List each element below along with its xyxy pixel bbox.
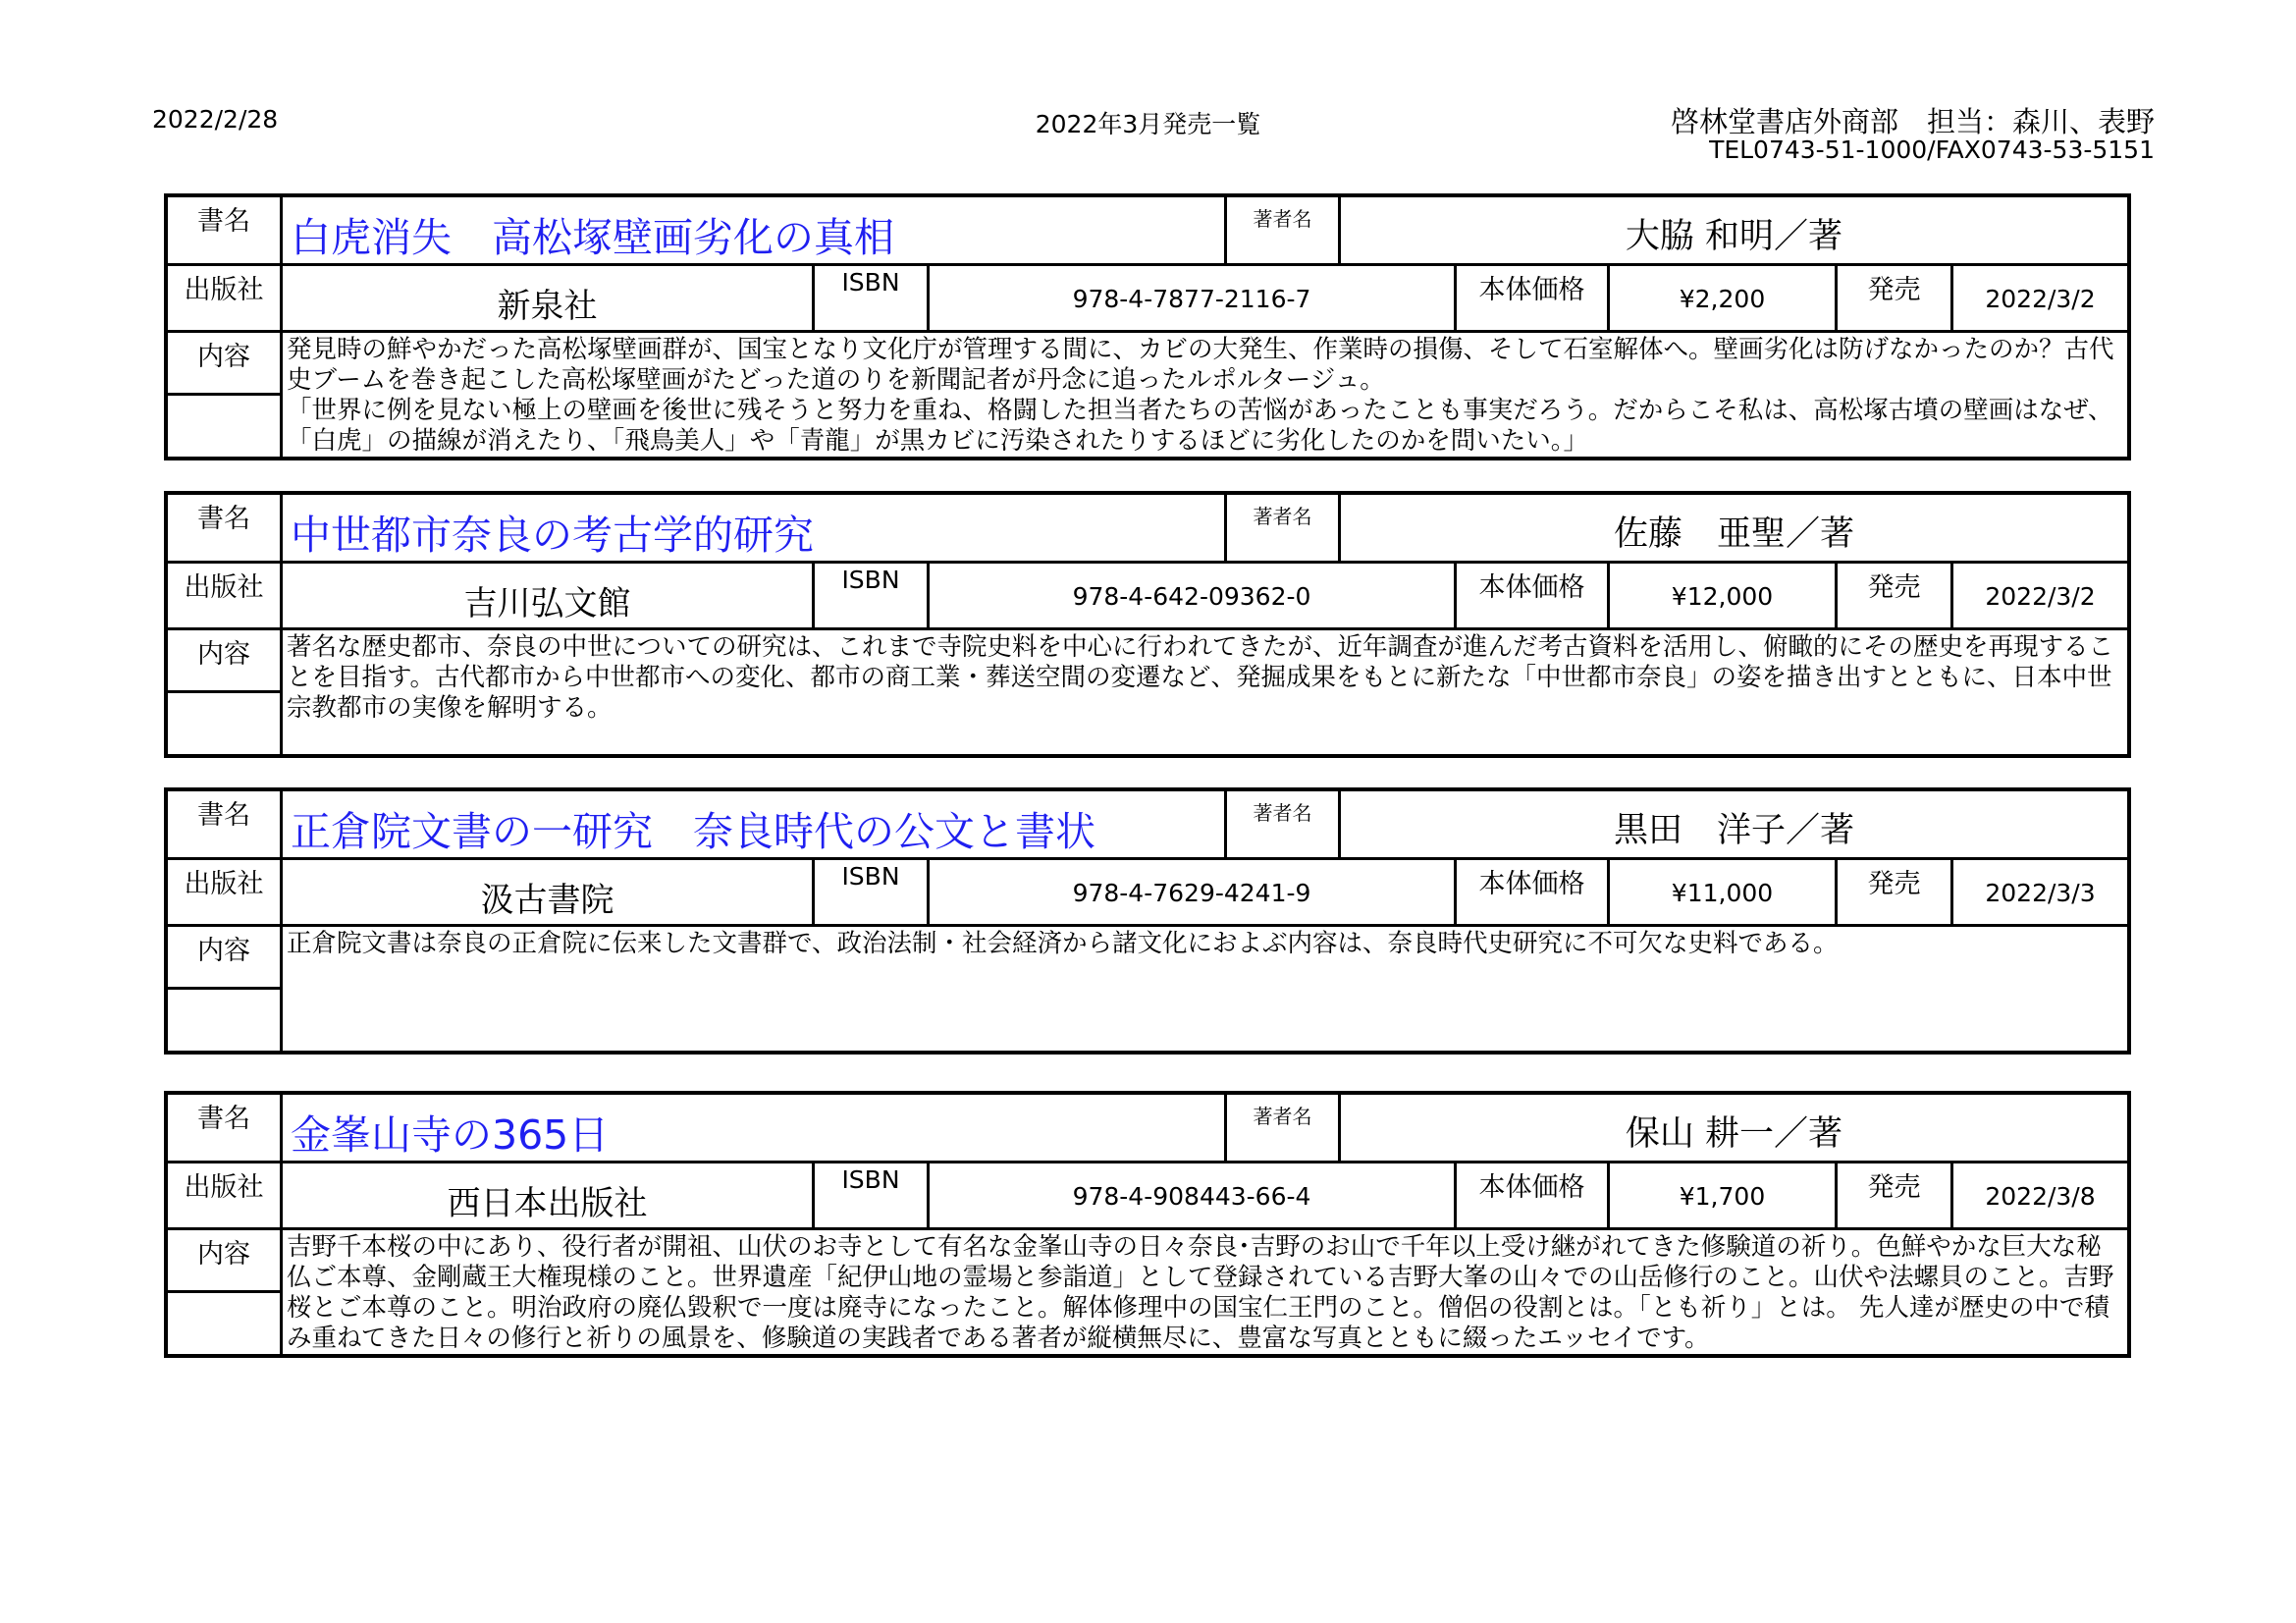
book-description — [283, 333, 2127, 457]
page-title: 2022年3月発売一覧 — [1035, 110, 1261, 138]
book-price: ¥11,000 — [1610, 860, 1838, 924]
book-description — [283, 927, 2127, 1051]
author-label: 著者名 — [1227, 197, 1341, 263]
price-label: 本体価格 — [1457, 564, 1610, 627]
book-release-date: 2022/3/8 — [1985, 1182, 2096, 1211]
book-release-date: 2022/3/3 — [1985, 879, 2096, 907]
book-release-date: 2022/3/2 — [1985, 285, 2096, 313]
description-paragraph: 発見時の鮮やかだった高松塚壁画群が、国宝となり文化庁が管理する間に、カビの大発生、作業時の損傷、そして石室解体へ。壁画劣化は防げなかったのか？古代史ブームを巻き起こした高松塚壁画がたどった道のりを新聞記者が丹念に追ったルポルタージュ。 — [287, 335, 2114, 395]
publisher-label: 出版社 — [168, 1163, 283, 1227]
price-label: 本体価格 — [1457, 266, 1610, 330]
book-title: 中世都市奈良の考古学的研究 — [283, 495, 1227, 561]
content-label: 内容 — [168, 333, 280, 396]
description-paragraph: 吉野千本桜の中にあり、役行者が開祖、山伏のお寺として有名な金峯山寺の日々奈良･吉野のお山で千年以上受け継がれてきた修験道の祈り。色鮮やかな巨大な秘仏ご本尊、金剛蔵王大権現様のこと。世界遺産「紀伊山地の霊場と参詣道」として登録されている吉野大峯の山々での山岳修行のこと。山伏や法螺貝のこと。吉野桜とご本尊のこと。明治政府の廃仏毀釈で一度は廃寺になったこと。解体修理中の国宝仁王門のこと。僧侶の役割とは。「とも祈り」とは。 先人達が歴史の中で積み重ねてきた日々の修行と祈りの風景を、修験道の実践者である著者が縦横無尽に、豊富な写真とともに綴ったエッセイです。 — [287, 1232, 2114, 1353]
book-title: 正倉院文書の一研究 奈良時代の公文と書状 — [283, 791, 1227, 857]
title-label: 書名 — [168, 1095, 283, 1161]
isbn-label: ISBN — [815, 564, 930, 627]
price-label: 本体価格 — [1457, 1163, 1610, 1227]
book-isbn: 978-4-642-09362-0 — [930, 564, 1457, 627]
release-label: 発売 — [1838, 266, 1953, 330]
book-title: 白虎消失 高松塚壁画劣化の真相 — [283, 197, 1227, 263]
book-entry — [164, 1091, 2131, 1358]
book-publisher: 吉川弘文館 — [283, 564, 815, 627]
book-isbn: 978-4-7877-2116-7 — [930, 266, 1457, 330]
book-entry — [164, 193, 2131, 460]
description-paragraph: 「世界に例を見ない極上の壁画を後世に残そうと努力を重ね、格闘した担当者たちの苦悩があったことも事実だろう。だからこそ私は、高松塚古墳の壁画はなぜ、「白虎」の描線が消えたり、「飛鳥美人」や「青龍」が黒カビに汚染されたりするほどに劣化したのかを問いたい。」 — [287, 396, 2113, 456]
isbn-label: ISBN — [815, 1163, 930, 1227]
author-label: 著者名 — [1227, 1095, 1341, 1161]
publisher-label: 出版社 — [168, 266, 283, 330]
publisher-label: 出版社 — [168, 860, 283, 924]
release-label: 発売 — [1838, 860, 1953, 924]
book-author: 大脇 和明／著 — [1625, 217, 1843, 256]
description-paragraph: 正倉院文書は奈良の正倉院に伝来した文書群で、政治法制・社会経済から諸文化におよぶ内容は、奈良時代史研究に不可欠な史料である。 — [287, 929, 1839, 958]
content-label: 内容 — [168, 630, 280, 693]
book-isbn: 978-4-7629-4241-9 — [930, 860, 1457, 924]
book-publisher: 西日本出版社 — [283, 1163, 815, 1227]
book-publisher: 新泉社 — [283, 266, 815, 330]
list-date: 2022/2/28 — [152, 105, 279, 134]
book-publisher: 汲古書院 — [283, 860, 815, 924]
book-release-date: 2022/3/2 — [1985, 582, 2096, 611]
author-label: 著者名 — [1227, 791, 1341, 857]
book-entry — [164, 491, 2131, 758]
book-price: ¥2,200 — [1610, 266, 1838, 330]
book-author: 佐藤 亜聖／著 — [1613, 514, 1854, 554]
isbn-label: ISBN — [815, 860, 930, 924]
book-title: 金峯山寺の365日 — [283, 1095, 1227, 1161]
store-contact: 啓林堂書店外商部 担当：森川、表野 — [1670, 105, 2155, 138]
isbn-label: ISBN — [815, 266, 930, 330]
title-label: 書名 — [168, 197, 283, 263]
book-author: 保山 耕一／著 — [1625, 1114, 1843, 1154]
content-label: 内容 — [168, 1230, 280, 1293]
book-price: ¥12,000 — [1610, 564, 1838, 627]
book-isbn: 978-4-908443-66-4 — [930, 1163, 1457, 1227]
release-label: 発売 — [1838, 1163, 1953, 1227]
store-tel-fax: TEL0743-51-1000/FAX0743-53-5151 — [1709, 135, 2155, 164]
price-label: 本体価格 — [1457, 860, 1610, 924]
book-description — [283, 630, 2127, 754]
description-paragraph: 著名な歴史都市、奈良の中世についての研究は、これまで寺院史料を中心に行われてきたが、近年調査が進んだ考古資料を活用し、俯瞰的にその歴史を再現することを目指す。古代都市から中世都市への変化、都市の商工業・葬送空間の変遷など、発掘成果をもとに新たな「中世都市奈良」の姿を描き出すとともに、日本中世宗教都市の実像を解明する。 — [287, 632, 2113, 723]
book-author: 黒田 洋子／著 — [1613, 811, 1854, 850]
release-label: 発売 — [1838, 564, 1953, 627]
title-label: 書名 — [168, 791, 283, 857]
book-entry — [164, 787, 2131, 1055]
title-label: 書名 — [168, 495, 283, 561]
publisher-label: 出版社 — [168, 564, 283, 627]
book-description — [283, 1230, 2127, 1354]
book-price: ¥1,700 — [1610, 1163, 1838, 1227]
author-label: 著者名 — [1227, 495, 1341, 561]
content-label: 内容 — [168, 927, 280, 990]
